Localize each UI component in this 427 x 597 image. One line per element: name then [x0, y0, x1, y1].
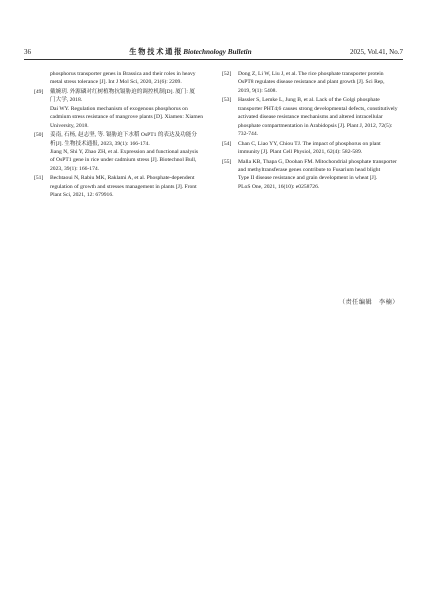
reference-entry	[222, 140, 403, 157]
reference-line: Plant Sci, 2021, 12: 679916.	[50, 192, 114, 199]
reference-line: Type II disease resistance and grain development in wheat [J].	[238, 175, 378, 182]
reference-line: regulation of growth and stresses management in plants [J]. Front	[50, 183, 197, 190]
reference-line: Bechtaoui N, Rabiu MK, Raklami A, et al. Phosphate-dependent	[50, 175, 195, 182]
reference-column-left	[34, 70, 214, 201]
reference-number: [55]	[222, 158, 232, 165]
reference-line: transporter PHT4;6 causes strong developmental defects, constitutively	[238, 105, 398, 112]
reference-text	[238, 158, 403, 192]
reference-line: activated disease resistance mechanisms and altered intracellular	[238, 114, 383, 121]
reference-text	[238, 96, 403, 138]
reference-line: of OsPT1 gene in rice under cadmium stress [J]. Biotechnol Bull,	[50, 157, 197, 164]
reference-line: Chan C, Liao YY, Chiou TJ. The impact of phosphorus on plant	[238, 140, 381, 147]
reference-line: immunity [J]. Plant Cell Physiol, 2021, 62(4): 582-589.	[238, 149, 363, 156]
journal-title-cn: 生 物 技 术 通 报	[129, 48, 182, 56]
editor-note: （责任编辑 李楠）	[338, 299, 399, 306]
references-body	[34, 70, 403, 201]
reference-line: 门大学, 2018.	[50, 97, 83, 104]
header-rule	[24, 59, 403, 60]
reference-number: [54]	[222, 140, 232, 147]
reference-text	[238, 70, 403, 95]
reference-number: [50]	[34, 132, 44, 139]
reference-line: 2019, 9(1): 5408.	[238, 87, 277, 94]
reference-line: Malla KB, Thapa G, Doohan FM. Mitochondrial phosphate transporter	[238, 158, 397, 165]
reference-line: cadmium stress resistance of mangrove plants [D]. Xiamen: Xiamen	[50, 114, 204, 121]
reference-number: [49]	[34, 89, 44, 95]
reference-line: Dong Z, Li W, Liu J, et al. The rice phosphate transporter protein	[238, 71, 384, 77]
reference-line: metal stress tolerance [J]. Int J Mol Sci, 2020, 21(6): 2209.	[50, 79, 182, 86]
reference-text	[50, 70, 214, 87]
reference-entry	[222, 70, 403, 95]
reference-line: 析[J]. 生物技术通报, 2023, 39(1): 166-174.	[50, 140, 150, 147]
reference-line: Jiang N, Shi Y, Zhao ZH, et al. Expression and functional analysis	[50, 149, 199, 156]
journal-title-en: Biotechnology Bulletin	[183, 48, 252, 56]
reference-entry	[34, 70, 214, 87]
page-number: 36	[24, 48, 31, 56]
issue-info: 2025, Vol.41, No.7	[349, 48, 403, 56]
reference-entry	[222, 158, 403, 192]
reference-entry	[34, 131, 214, 173]
reference-column-right	[222, 70, 403, 201]
reference-text	[50, 174, 214, 199]
reference-line: 2023, 39(1): 166-174.	[50, 165, 100, 172]
reference-number: [51]	[34, 175, 44, 182]
reference-line: University, 2018.	[50, 122, 89, 129]
reference-number: [52]	[222, 71, 232, 77]
reference-line: 戴婉玥. 外源磷对红树植物抗镉胁迫的调控机制[D]. 厦门: 厦	[50, 89, 195, 95]
journal-title	[129, 48, 251, 57]
reference-line: phosphate compartmentation in Arabidopsis [J]. Plant J, 2012, 72(5):	[238, 122, 393, 129]
reference-entry	[34, 174, 214, 199]
reference-line: phosphorus transporter genes in Brassica and their roles in heavy	[50, 71, 196, 77]
page-header	[24, 43, 403, 57]
reference-text	[238, 140, 403, 157]
reference-number	[34, 70, 50, 87]
reference-number: [53]	[222, 97, 232, 104]
reference-line: and methyltransferase genes contribute to Fusarium head blight	[238, 167, 381, 174]
reference-line: Dai WY. Regulation mechanism of exogenous phosphorus on	[50, 105, 188, 112]
reference-line: 姜南, 石杨, 赵志坚, 等. 镉胁迫下水稻 OsPT1 的表达及功能分	[50, 132, 197, 139]
reference-entry	[222, 96, 403, 138]
reference-line: PLoS One, 2021, 16(10): e0258726.	[238, 183, 320, 190]
reference-text	[50, 131, 214, 173]
reference-text	[50, 88, 214, 130]
reference-entry	[34, 88, 214, 130]
reference-line: Hassler S, Lemke L, Jung B, et al. Lack of the Golgi phosphate	[238, 97, 380, 104]
reference-line: 732-744.	[238, 131, 259, 138]
reference-line: OsPT8 regulates disease resistance and plant growth [J]. Sci Rep,	[238, 79, 385, 86]
